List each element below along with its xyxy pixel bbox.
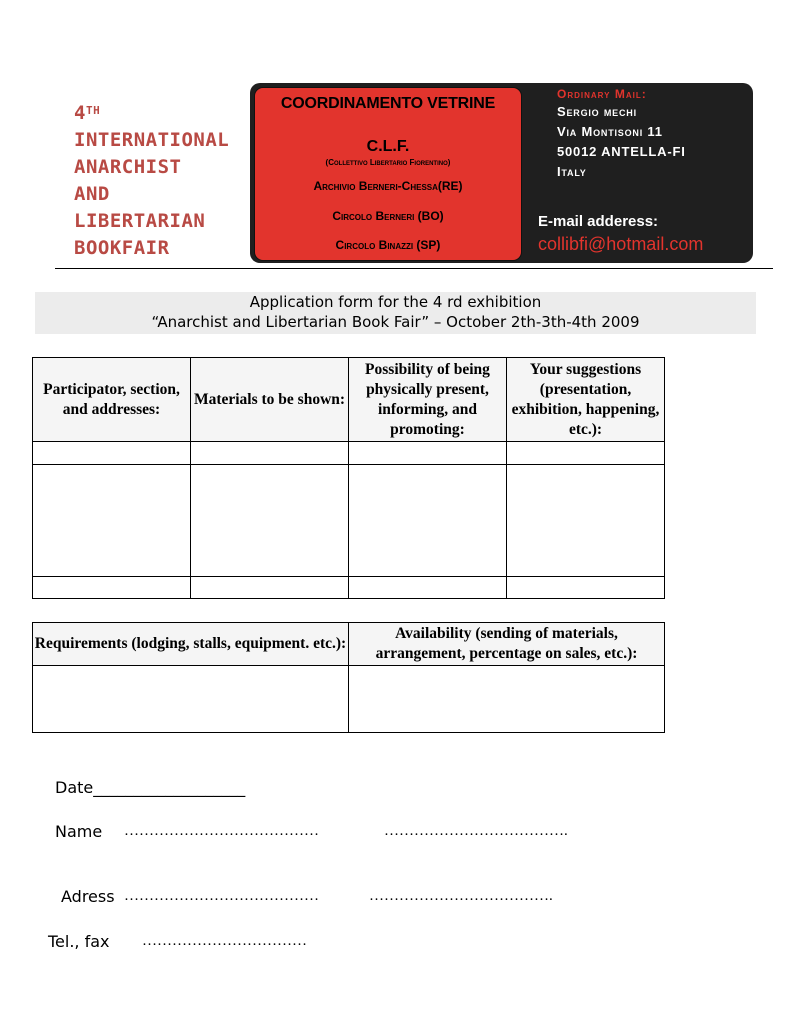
requirements-table [32, 622, 665, 733]
participation-table [32, 357, 665, 599]
mail-address-block [557, 86, 747, 182]
fair-title-line: AND [74, 183, 110, 205]
organizer-circolo-bo: Circolo Berneri (BO) [332, 209, 444, 223]
table-cell[interactable] [349, 465, 507, 577]
table-cell[interactable] [191, 577, 349, 599]
mail-country: Italy [557, 164, 587, 179]
table-row [33, 577, 665, 599]
fair-title-line: INTERNATIONAL [74, 129, 230, 151]
table-cell[interactable] [33, 577, 191, 599]
organizer-archivio: Archivio Berneri-Chessa(RE) [313, 179, 463, 193]
table-cell[interactable] [507, 465, 665, 577]
table-cell[interactable] [349, 577, 507, 599]
form-title-line2: “Anarchist and Libertarian Book Fair” – October 2th-3th-4th 2009 [151, 313, 640, 331]
fair-title-line: ANARCHIST [74, 156, 182, 178]
fair-title-line: LIBERTARIAN [74, 210, 206, 232]
tel-input-line[interactable]: …………………………… [142, 933, 307, 949]
table-header-row [33, 623, 665, 666]
table-row [33, 442, 665, 465]
mail-city: 50012 ANTELLA-FI [557, 144, 686, 159]
fair-title-line: BOOKFAIR [74, 237, 170, 259]
table-header-row [33, 358, 665, 442]
table-row [33, 465, 665, 577]
date-label: Date [55, 778, 94, 797]
table-cell[interactable] [507, 577, 665, 599]
mail-label: Ordinary Mail: [557, 87, 647, 101]
organizer-name: COORDINAMENTO VETRINE [280, 95, 496, 112]
form-title-line1: Application form for the 4 rd exhibition [249, 293, 542, 311]
name-input-line-2[interactable]: ………………………………. [384, 823, 568, 839]
table-cell[interactable] [349, 442, 507, 465]
email-label: E-mail adderess: [538, 213, 659, 230]
organizers-box [254, 87, 522, 261]
col-header-availability: Availability (sending of materials, arrangement, percentage on sales, etc.): [349, 623, 665, 666]
date-input-line[interactable]: ___________________ [93, 778, 246, 797]
organizer-circolo-sp: Circolo Binazzi (SP) [335, 238, 441, 252]
name-label: Name [55, 822, 103, 841]
mail-street: Via Montisoni 11 [557, 124, 663, 139]
table-cell[interactable] [507, 442, 665, 465]
col-header-materials: Materials to be shown: [191, 358, 349, 442]
address-label: Adress [61, 887, 115, 906]
col-header-suggestions: Your suggestions (presentation, exhibition, happening, etc.): [507, 358, 665, 442]
name-input-line[interactable]: ………………………………… [124, 823, 319, 839]
organizer-acronym: C.L.F. [366, 138, 410, 155]
date-field [55, 778, 245, 797]
table-cell[interactable] [191, 465, 349, 577]
address-input-line[interactable]: ………………………………… [124, 888, 319, 904]
table-cell[interactable] [349, 666, 665, 733]
email-address[interactable]: collibfi@hotmail.com [538, 234, 704, 254]
table-cell[interactable] [33, 465, 191, 577]
mail-name: Sergio mechi [557, 104, 637, 119]
table-cell[interactable] [191, 442, 349, 465]
tel-label: Tel., fax [48, 932, 110, 951]
table-row [33, 666, 665, 733]
col-header-presence: Possibility of being physically present, informing, and promoting: [349, 358, 507, 442]
header-divider [55, 268, 773, 269]
table-cell[interactable] [33, 442, 191, 465]
fair-title [74, 100, 250, 262]
form-title [35, 292, 756, 334]
organizer-fullname: (Collettivo Libertario Fiorentino) [325, 158, 451, 167]
col-header-participator: Participator, section, and addresses: [33, 358, 191, 442]
fair-title-edition: 4TH [74, 102, 101, 124]
table-cell[interactable] [33, 666, 349, 733]
col-header-requirements: Requirements (lodging, stalls, equipment. etc.): [33, 623, 349, 666]
address-input-line-2[interactable]: ………………………………. [369, 888, 553, 904]
